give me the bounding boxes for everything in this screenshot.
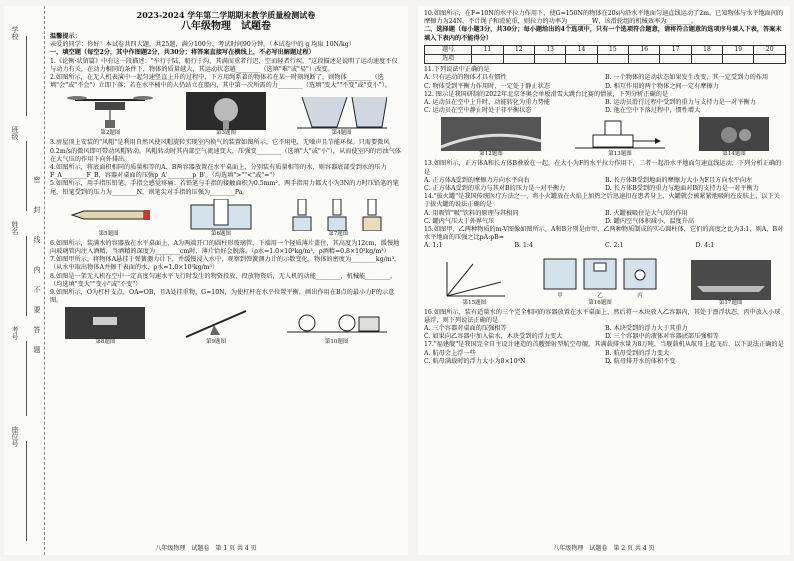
margin-seal: 内 [33, 266, 41, 273]
figure-q9 [176, 307, 256, 346]
answer-cell[interactable] [660, 55, 691, 64]
hint-title: 温馨提示： [50, 33, 81, 40]
question-7: 7.如图甲所示，将物体A悬挂于弹簧测力计下，并缓慢浸入水中，观察到弹簧测力计的示数变化，物体的密度为________kg/m³。（从水中取出物体A并擦干表面的水，ρ水=1.0×10³kg/m³） [50, 256, 401, 272]
answer-cell[interactable] [691, 55, 722, 64]
option: D. 三个容器中的液体对容器底部压强相等 [605, 333, 719, 341]
page-2-content [424, 10, 786, 366]
figure-caption: 第15题图 [462, 299, 487, 306]
figure-q12 [441, 117, 541, 158]
table-cell: 12 [503, 45, 534, 54]
figure-caption: 第14题图 [722, 151, 746, 158]
exam-subtitle: 八年级物理 试题卷 [181, 21, 271, 32]
option: B. 一个物体的运动状态如果发生改变，其一定受到力的作用 [605, 74, 769, 82]
table-cell: 题号 [425, 45, 472, 54]
figure-caption: 第12题图 [479, 151, 503, 158]
question-15-options [424, 242, 786, 250]
table-row [425, 55, 786, 64]
question-8: 8.如图是一架无人机在空中一定高度匀速水平飞行时发生的物资投放，投放物资后，无人机的动能________，机械能________。（均选填"变大""变小"或"不变"） [50, 272, 397, 288]
figure-q3 [186, 92, 266, 137]
table-cell: 15 [597, 45, 628, 54]
question-17-options [424, 350, 786, 366]
table-row [425, 45, 786, 54]
question-3: 3.房屋顶上安装的"风帽"是利用自然风使风帽旋转实现室内换气的装置如图所示。它不用电，无噪声且节能环保。只需要微风0.2m/s的微风即可带动风帽转动。风帽转动时其内部空气流速变大，压强变________（选填"大"或"小"），从而使室内的污浊气体在大气压的作用下向外排出。 [50, 139, 401, 163]
option: B. 长方体B受到地面的摩擦力大小为F且方向水平向左 [605, 176, 753, 184]
option: B. 航母受到的浮力变大 [605, 349, 670, 357]
table-cell: 14 [566, 45, 597, 54]
margin-seal: 题 [33, 346, 41, 353]
margin-seal: 线 [33, 236, 41, 243]
table-cell: 18 [691, 45, 722, 54]
option: A. 用吸管"吸"饮料的原理与其相同 [424, 209, 519, 217]
margin-seal: 不 [33, 286, 41, 293]
figure-q10 [287, 307, 387, 346]
page-2-footer: 八年级物理 试题卷 第 2 页 共 4 页 [553, 545, 655, 552]
option: A. 只有运动的物体才具有惯性 [424, 74, 507, 82]
answer-cell[interactable] [629, 55, 660, 64]
question-10: 10.如图所示，在F=10N的水平拉力作用下，使G=150N的物体在20s内沿水平地面匀速直线运动了2m，已知物体与水平地面间的摩擦力为24N，不计绳子和滑轮重，则拉力的功率为________W，该滑轮组的机械效率为________。 [424, 10, 784, 26]
option: C. 如果向乙容器中加入盐水，木块受到的浮力变大 [424, 333, 563, 341]
table-cell: 13 [534, 45, 565, 54]
option: D. 航母排开水的体积不变 [605, 357, 676, 365]
margin-seal: 要 [33, 306, 41, 313]
table-cell: 11 [472, 45, 503, 54]
option: A. 航母会上浮一些 [424, 349, 476, 357]
snowboard-photo [441, 117, 541, 151]
figure-q2 [65, 92, 155, 137]
drone-illustration [65, 92, 155, 130]
option: D. 罐内空气体积减小，温度升高 [605, 217, 695, 225]
question-2: 2.如图所示，在无人机表演中一起匀速竖直上升的过程中，下方用绳系着的物体若在某一时刻绳断了，则物体________（选填"会"或"不会"）立即下落；若在水平桶中的人仍站立在船内，其中第一次所需的力________（选填"变大""不变"或"变小"）。 [50, 74, 391, 90]
margin-seal: 答 [33, 326, 41, 333]
option: D. 长方体B受到的重力与地面对B的支持力是一对平衡力 [605, 185, 759, 193]
option: A. 运动员在空中上升时，动能转化为重力势能 [424, 99, 550, 107]
container-labels [540, 293, 660, 300]
question-14-options [424, 210, 786, 226]
figure-q13 [575, 117, 665, 158]
question-13: 13.如图所示，正方体A和长方体B叠放在一起，在大小为F的水平拉力作用下，二者一起沿水平地面匀速直线运动，下列分析正确的是 [424, 160, 782, 176]
page-1 [4, 6, 408, 555]
question-16: 16.如图所示，装有适量水的三个完全相同的容器放置在水平桌面上，然后将一木块放入乙容器内，其处于漂浮状态，丙中放入小球悬浮，则下列说法正确的是 [424, 308, 781, 324]
option: C. 罐内气压大于外界气压 [424, 217, 495, 225]
figure-caption: 第6题图 [210, 230, 231, 237]
figure-q5 [64, 199, 154, 238]
figure-row-4 [424, 117, 786, 158]
wind-cap-photo [186, 92, 266, 130]
option: C. 物体受到平衡力作用时，一定处于静止状态 [424, 82, 551, 90]
figure-q17 [691, 260, 771, 307]
lever-illustration [176, 307, 256, 339]
margin-label: 班级 [11, 126, 19, 140]
figure-caption: 第17题图 [718, 299, 743, 306]
question-17: 17."福建舰"是我国完全自主设计建造的首艘弹射型航空母舰，其满载排水量为8万吨，当舰载机从航母上起飞后，以下说法正确的是 [424, 341, 784, 349]
answer-table [424, 45, 786, 64]
answer-cell[interactable] [566, 55, 597, 64]
figure-q16 [540, 253, 660, 307]
table-cell: 17 [660, 45, 691, 54]
option: B. 木块受到的浮力大于其重力 [605, 325, 688, 333]
figure-q15 [439, 260, 509, 307]
figure-caption: 第7题图 [328, 230, 349, 237]
figure-row-5 [424, 253, 786, 307]
option: A. 正方体A受到的摩擦力方向水平向右 [424, 176, 530, 184]
question-15: 15.如图甲、乙两种物质的m-V图像如图所示，A和B分别是由甲、乙两种物质制成的实心圆柱体，它们的高度之比为3:1，则A、B对水平地面的压强之比pA:pB= [424, 226, 784, 242]
figure-q4 [297, 92, 387, 137]
question-11: 11.下列说法中正确的是 [424, 66, 490, 74]
option: D. 相互作用的两个物体之间一定有摩擦力 [605, 82, 719, 90]
figure-caption: 第4题图 [331, 130, 352, 137]
question-1: 1.《论衡·状留篇》中有这一段描述："车行于陆，船行于沟，其满而重者行迟，空而轻者行疾。"这段描述是说明了运动速度不仅与动力有关，在动力相同的条件下，物体的质量越大，其运动状态越________（选填"难"或"易"）改变。 [50, 57, 398, 73]
container-label: 甲 [557, 292, 563, 299]
figure-q6 [181, 199, 261, 238]
figure-caption: 第8题图 [95, 339, 116, 346]
margin-label: 座位号 [11, 426, 19, 447]
question-16-options [424, 325, 786, 341]
table-cell: 19 [723, 45, 754, 54]
table-cell: 选项 [425, 55, 472, 64]
section-2-heading: 二、选择题（每小题3分，共30分；每小题给出的4个选项中，只有一个选项符合题意，请将符合题意的选项序号填入下表，答案未填入下表内的不能得分） [424, 26, 782, 42]
margin-seal: 封 [33, 206, 41, 213]
cupping-photo [699, 117, 769, 151]
option: D. 4:1 [695, 242, 715, 250]
figure-caption: 第13题图 [608, 151, 632, 158]
margin-seal: 密 [33, 176, 41, 183]
question-12-options [424, 99, 786, 115]
binding-margin [4, 6, 45, 555]
exam-title: 2023-2024 学年第二学期期末教学质量检测试卷 [136, 10, 316, 20]
drone-photo [65, 307, 145, 339]
container-label: 丙 [637, 292, 643, 299]
figure-q8 [65, 307, 145, 346]
option: A. 1:1 [424, 242, 443, 250]
question-14: 14."拔火罐"是我国传统医疗方法之一，将小火罐放在火焰上加热之后迅速扣在患者身上，火罐就会被紧紧地吸附在皮肤上，以下关于拔火罐的说法正确的是 [424, 193, 780, 209]
option: C. 运动员在空中静止时处于非平衡状态 [424, 107, 532, 115]
three-containers-illustration [540, 253, 660, 293]
glass-tube-illustration [181, 199, 261, 231]
option: B. 运动员滑行过程中受到的重力与支持力是一对平衡力 [605, 99, 756, 107]
answer-cell[interactable] [534, 55, 565, 64]
figure-caption: 第16题图 [588, 299, 612, 306]
question-5: 5.如图所示，用手指压铅笔，手指会感觉疼痛；若铅笔与手指的接触面积为0.5mm²，两手指用力都大小为3N的力时压铅笔的笔尾，铅笔受到的压力为________N，则笔尖对手指的压强为________Pa。 [50, 180, 399, 196]
containers-illustration [297, 92, 387, 130]
section-1-heading: 一、填空题（每空2分，其中作图题2分，共30分；将答案直接写在横线上，不必写出解题过程） [50, 49, 315, 57]
mv-graph [439, 260, 509, 300]
figure-caption: 第3题图 [215, 130, 236, 137]
table-cell: 16 [629, 45, 660, 54]
question-11-options [424, 74, 786, 90]
aircraft-carrier-photo [691, 260, 771, 300]
answer-cell[interactable] [503, 55, 534, 64]
option: C. 2:1 [605, 242, 624, 250]
margin-label: 学校 [11, 26, 19, 40]
figure-caption: 第9题图 [205, 339, 226, 346]
question-4: 4.如图所示，将底面积相同的质量相等的A、B两容器放置在水平桌面上，分别装有质量相等的水，则容器底部受到水的压力F_A________F_B，容器对桌面的压强p_A'________p_B'。（均选填">""<"或"="） [50, 164, 387, 180]
answer-cell[interactable] [754, 55, 786, 64]
page-1-footer: 八年级物理 试题卷 第 1 页 共 4 页 [155, 545, 257, 552]
page-1-content [50, 10, 402, 348]
option: C. 正方体A受到的重力与其对B的压力是一对平衡力 [424, 185, 566, 193]
container-label: 乙 [597, 292, 603, 299]
margin-label: 姓名 [11, 221, 19, 235]
page-2 [418, 6, 790, 555]
table-cell: 20 [754, 45, 786, 54]
answer-cell[interactable] [723, 55, 754, 64]
option: B. 1:4 [514, 242, 533, 250]
option: A. 三个容器对桌面的压强相等 [424, 325, 507, 333]
stacked-blocks-illustration [575, 117, 665, 151]
question-13-options [424, 177, 786, 193]
option: D. 他在空中下落过程中，惯性增大 [605, 107, 701, 115]
question-12: 12. 图示是我国研制的2022年北京冬奥会单板滑雪大跳台比赛的情景，下列分析正确的是 [424, 90, 669, 98]
figure-q14 [699, 117, 769, 158]
figure-caption: 第10题图 [324, 339, 349, 346]
answer-cell[interactable] [472, 55, 503, 64]
pulley-illustration [287, 307, 387, 339]
figure-caption: 第5题图 [98, 230, 119, 237]
figure-q7 [288, 199, 388, 238]
question-9: 9.如图所示，O为杠杆支点，OA=OB，且A处挂重物，G=10N，为使杠杆在水平位置平衡，画出作用在B点的最小力F的示意图。 [50, 289, 395, 305]
option: C. 航母满载时的浮力大小为8×10⁸N [424, 357, 526, 365]
pencil-illustration [64, 199, 154, 231]
margin-label: 考号 [11, 326, 19, 340]
question-6: 6.如图所示，装满水的容器放在水平桌面上，A为两端开口的圆柱形玻璃管，下端用一个轻质薄片盖住，其高度为12cm，缓慢地向玻璃管内注入酒精，当酒精的深度为________cm时，薄片恰好会脱落。（ρ水=1.0×10³kg/m³，ρ酒精=0.8×10³kg/m³） [50, 239, 400, 256]
hint-text: 亲爱的同学：你好！本试卷共四大题，共25题，满分100分，考试时间90分钟。（本试卷中的 g 均取 10N/kg） [50, 41, 355, 49]
answer-cell[interactable] [597, 55, 628, 64]
figure-row-3 [50, 307, 402, 346]
figure-row-1 [50, 92, 402, 137]
spring-scale-illustration [288, 199, 388, 231]
figure-caption: 第2题图 [100, 130, 121, 137]
option: B. 火罐被吸住是大气压的作用 [605, 209, 688, 217]
figure-row-2 [50, 199, 402, 238]
